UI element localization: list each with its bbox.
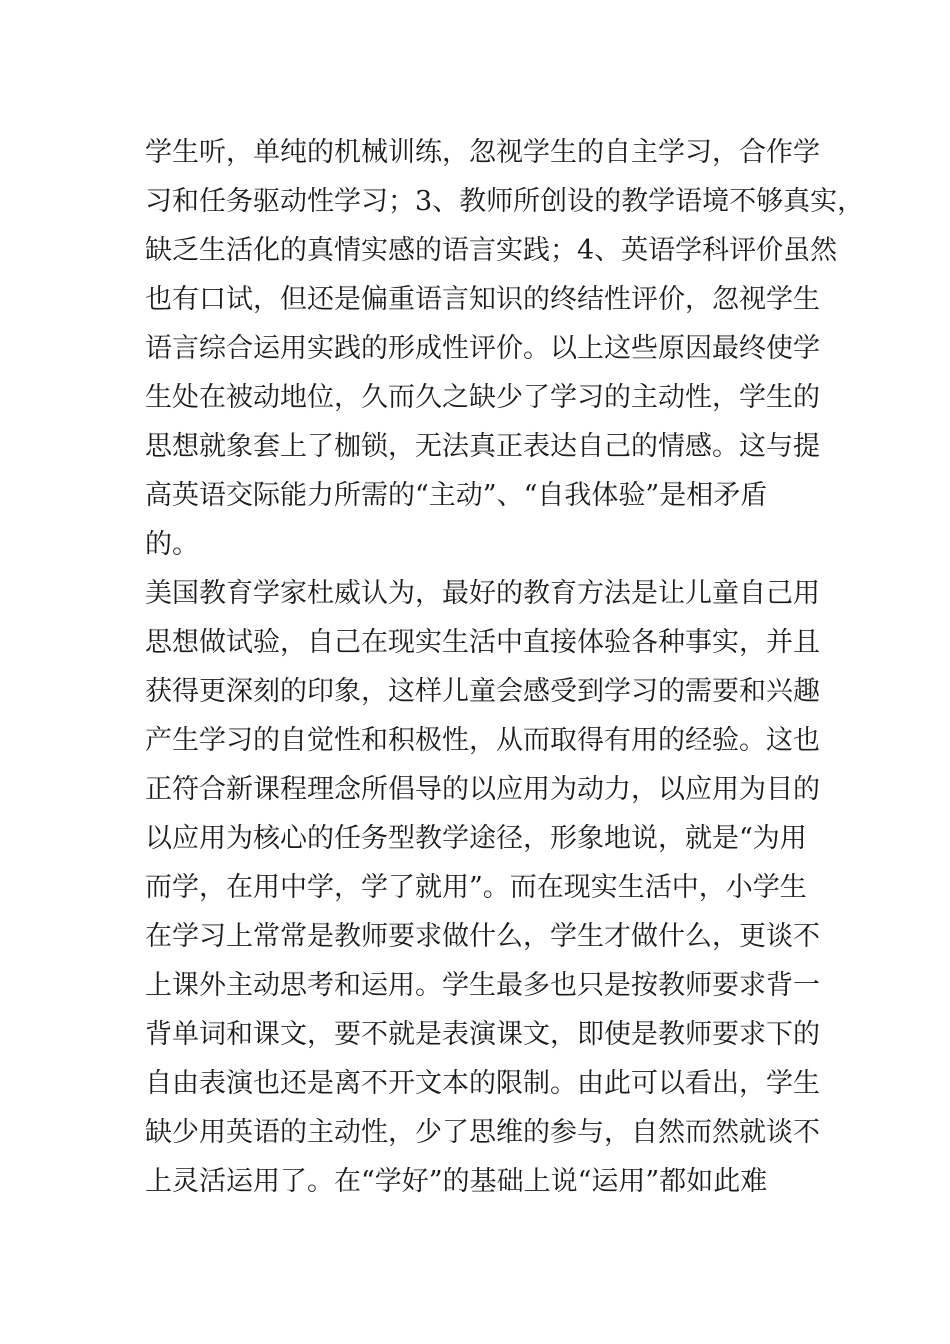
text-line: 产生学习的自觉性和积极性，从而取得有用的经验。这也 xyxy=(145,725,820,756)
text-line: 生处在被动地位，久而久之缺少了学习的主动性，学生的 xyxy=(145,382,820,413)
text-line: 缺乏生活化的真情实感的语言实践；4、英语学科评价虽然 xyxy=(145,235,838,266)
text-line: 获得更深刻的印象，这样儿童会感受到学习的需要和兴趣 xyxy=(145,676,820,707)
text-line: 缺少用英语的主动性，少了思维的参与，自然而然就谈不 xyxy=(145,1117,820,1148)
text-line: 的。 xyxy=(145,529,199,560)
text-line: 自由表演也还是离不开文本的限制。由此可以看出，学生 xyxy=(145,1068,820,1099)
text-line: 在学习上常常是教师要求做什么，学生才做什么，更谈不 xyxy=(145,921,820,952)
text-line: 上课外主动思考和运用。学生最多也只是按教师要求背一 xyxy=(145,970,820,1001)
text-line: 思想做试验，自己在现实生活中直接体验各种事实，并且 xyxy=(145,627,820,658)
text-line: 学生听，单纯的机械训练，忽视学生的自主学习，合作学 xyxy=(145,137,820,168)
text-line: 上灵活运用了。在“学好”的基础上说“运用”都如此难 xyxy=(145,1166,768,1197)
text-line: 也有口试，但还是偏重语言知识的终结性评价，忽视学生 xyxy=(145,284,820,315)
text-line: 高英语交际能力所需的“主动”、“自我体验”是相矛盾 xyxy=(145,480,768,511)
body-text xyxy=(145,128,865,1206)
text-line: 习和任务驱动性学习；3、教师所创设的教学语境不够真实， xyxy=(145,186,865,217)
text-line: 而学，在用中学，学了就用”。而在现实生活中，小学生 xyxy=(145,872,807,903)
text-line: 语言综合运用实践的形成性评价。以上这些原因最终使学 xyxy=(145,333,820,364)
text-line: 正符合新课程理念所倡导的以应用为动力，以应用为目的 xyxy=(145,774,820,805)
text-line: 以应用为核心的任务型教学途径，形象地说，就是“为用 xyxy=(145,823,807,854)
text-line: 美国教育学家杜威认为，最好的教育方法是让儿童自己用 xyxy=(145,578,820,609)
text-line: 背单词和课文，要不就是表演课文，即使是教师要求下的 xyxy=(145,1019,820,1050)
text-line: 思想就象套上了枷锁，无法真正表达自己的情感。这与提 xyxy=(145,431,820,462)
